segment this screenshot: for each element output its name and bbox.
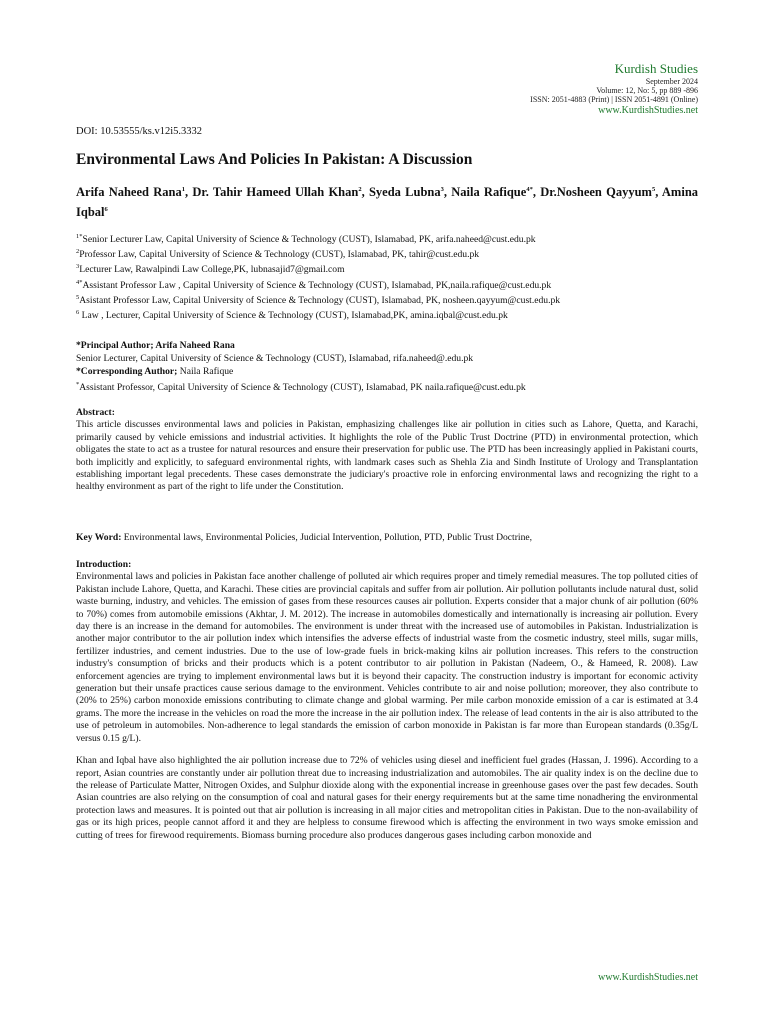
- author-sup: 5: [651, 186, 656, 193]
- affiliation-sup: 4*: [76, 278, 83, 286]
- keywords-section: [76, 532, 698, 544]
- affiliation-item: [76, 261, 698, 276]
- introduction-paragraph-1: Environmental laws and policies in Pakistan face another challenge of polluted air which requires proper and timely remedial measures. The top polluted cities of Pakistan include Lahore, Quetta, and Karachi. These cities are provincial capitals and suffer from air pollution. Air pollution pollutants include natural dust, solid waste burning, industry, and vehicles. The emission of gases from these resources causes air pollution. Experts consider that a major chunk of air pollution (60% to 70%) comes from automobile emissions (Akhtar, J. M. 2012). The increase in automobiles domestically and internationally is increasing air pollution. Every day there is an increase in the demand for automobiles. The environment is under threat with the increased use of automobiles in Pakistan. Industrialization is another major contributor to the air pollution index which intensifies the adverse effects of industrial waste from the cosmetic industry, steel mills, sugar mills, fertilizer industries, and cement industries. Due to the use of low-grade fuels in brick-making kilns air pollution increases. This refers to the construction industry's consumption of bricks and their products which is a potent contributor to air pollution in Pakistan (Nadeem, O., & Hameed, R. 2008). Law enforcement agencies are trying to implement environmental laws but it is beyond their capacity. The construction industry is important for economic activity generation but their unsafe practices cause serious damage to the environment. Vehicles contribute to air and noise pollution; moreover, they also contribute to (20% to 25%) carbon monoxide emissions contributing to climate change and global warming. Per mile carbon monoxide emission of a car is estimated at 3.4 grams. The more the increase in the vehicles on road the more the increase in the air pollution index. The release of lead contents in the air is also attributed to the use of petroleum in automobiles. Non-adherence to legal standards the emission of carbon monoxide in Pakistan is far more than European standards (0.35g/L versus 0.15 g/L).: [76, 571, 698, 744]
- volume-line: Volume: 12, No: 5, pp 889 -896: [596, 86, 698, 96]
- author-sup: 3: [440, 186, 444, 193]
- principal-author-text: Senior Lecturer, Capital University of Science & Technology (CUST), Islamabad, rifa.naheed@.edu.pk: [76, 353, 474, 364]
- affiliation-text: Lecturer Law, Rawalpindi Law College,PK, lubnasajid7@gmail.com: [79, 264, 345, 276]
- corresponding-sup: *: [76, 381, 80, 388]
- affiliation-text: Asistant Professor Law, Capital University of Science & Technology (CUST), Islamabad, PK, nosheen.qayyum@cust.edu.pk: [79, 294, 561, 306]
- corresponding-author-affiliation: [76, 378, 698, 394]
- corresponding-author-label: *Corresponding Author;: [76, 366, 178, 377]
- affiliation-text: Senior Lecturer Law, Capital University of Science & Technology (CUST), Islamabad, PK, arifa.naheed@cust.edu.pk: [82, 234, 536, 246]
- author-name: Arifa Naheed Rana: [76, 185, 182, 200]
- journal-name: Kurdish Studies: [614, 61, 698, 76]
- keywords-text: Environmental laws, Environmental Policies, Judicial Intervention, Pollution, PTD, Public Trust Doctrine,: [121, 532, 533, 543]
- author-list: Arifa Naheed Rana$^1$, Dr. Tahir Hameed Ullah Khan$^2$, Syeda Lubna$^3$, Naila Rafique$^{4*}$, Dr.Nosheen Qayyum$^5$, Amina Iqbal$^6$: [76, 185, 699, 220]
- doi[interactable]: DOI: 10.53555/ks.v12i5.3332: [76, 126, 202, 137]
- affiliation-item: [76, 307, 698, 322]
- author-name: Dr.Nosheen Qayyum: [540, 185, 652, 200]
- affiliation-sup: 1*: [76, 233, 83, 240]
- author-name: Amina Iqbal: [76, 185, 699, 220]
- introduction-paragraph-2: Khan and Iqbal have also highlighted the air pollution increase due to 72% of vehicles using diesel and inefficient fuel grades (Hassan, J. 1996). According to a report, Asian countries are constantly under air pollution threat due to increasing industrialization and automobiles. The air quality index is on the decline due to the release of Particulate Matter, Nitrogen Oxides, and Sulphur dioxide along with the exponential increase in greenhouse gases over the past few decades. South Asian countries are also relying on the consumption of coal and natural gases for their energy requirements but at the same time nonadhering the environmental protection laws and measures. It is pointed out that air pollution is increasing in all major cities and metropolitan cities in Pakistan. Due to the non-availability of gas or its high prices, people cannot afford it and they are helpless to consume firewood which is affecting the environment in two ways smoke emission and cutting of trees for firewood requirements. Biomass burning procedure also produces dangerous gases including carbon monoxide and: [76, 755, 698, 841]
- corresponding-author-line: [76, 365, 698, 378]
- issue-date: September 2024: [645, 76, 698, 86]
- issn-line: ISSN: 2051-4883 (Print) | ISSN 2051-4891 (Online): [530, 95, 698, 105]
- author-name: Syeda Lubna: [368, 185, 441, 200]
- abstract-section: [76, 407, 698, 494]
- affiliation-sup: 6: [76, 308, 80, 316]
- abstract-text: This article discusses environmental laws and policies in Pakistan, emphasizing challenges like air pollution in cities such as Lahore, Quetta, and Karachi, primarily caused by vehicle emissions and industrial activities. It highlights the role of the Public Trust Doctrine (PTD) in environmental protection, which obligates the state to act as a trustee for natural resources and ensure their preservation for public use. The PTD has been increasingly applied in Pakistani courts, both implicitly and explicitly, to safeguard environmental rights, with landmark cases such as Shehla Zia and Sindh Institute of Urology and Transplantation establishing important legal precedents. These cases demonstrate the judiciary's proactive role in enforcing environmental laws and recognizing the right to a healthy environment as part of the right to life under the Constitution.: [76, 419, 698, 493]
- corresponding-author-name: Naila Rafique: [177, 366, 234, 377]
- author-sup: 1: [181, 186, 185, 193]
- footer-website-link[interactable]: www.KurdishStudies.net: [598, 972, 698, 983]
- affiliation-sup: 2: [76, 248, 80, 256]
- journal-website-link[interactable]: www.KurdishStudies.net: [598, 104, 698, 116]
- author-name: Dr. Tahir Hameed Ullah Khan: [192, 185, 359, 200]
- introduction-heading: Introduction:: [76, 559, 132, 570]
- author-name: Naila Rafique: [451, 185, 527, 200]
- corresponding-author-text: Assistant Professor, Capital University of Science & Technology (CUST), Islamabad, PK naila.rafique@cust.edu.pk: [79, 382, 526, 394]
- affiliation-sup: 3: [76, 263, 80, 271]
- keywords-label: Key Word:: [76, 532, 122, 543]
- principal-author-label: *Principal Author; Arifa Naheed Rana: [76, 340, 235, 351]
- affiliation-text: Professor Law, Capital University of Science & Technology (CUST), Islamabad, PK, tahir@cust.edu.pk: [79, 249, 480, 261]
- affiliation-item: [76, 246, 698, 261]
- abstract-heading: Abstract:: [76, 407, 115, 418]
- author-sup: 2: [358, 186, 362, 193]
- affiliation-sup: 5: [76, 293, 80, 301]
- paper-title: Environmental Laws And Policies In Pakistan: A Discussion: [76, 151, 473, 168]
- affiliation-item: [76, 277, 698, 292]
- affiliation-text: Assistant Professor Law , Capital University of Science & Technology (CUST), Islamabad, PK,naila.rafique@cust.edu.pk: [82, 279, 552, 291]
- affiliation-text: Law , Lecturer, Capital University of Science & Technology (CUST), Islamabad,PK, amina.iqbal@cust.edu.pk: [79, 310, 508, 322]
- author-sup: 6: [104, 206, 108, 214]
- affiliation-list: [76, 231, 698, 322]
- introduction-section: [76, 559, 698, 842]
- affiliation-item: [76, 292, 698, 307]
- affiliation-item: [76, 231, 698, 246]
- correspondence-block: [76, 339, 698, 394]
- journal-header: [530, 62, 698, 116]
- author-sup: 4*: [526, 186, 533, 193]
